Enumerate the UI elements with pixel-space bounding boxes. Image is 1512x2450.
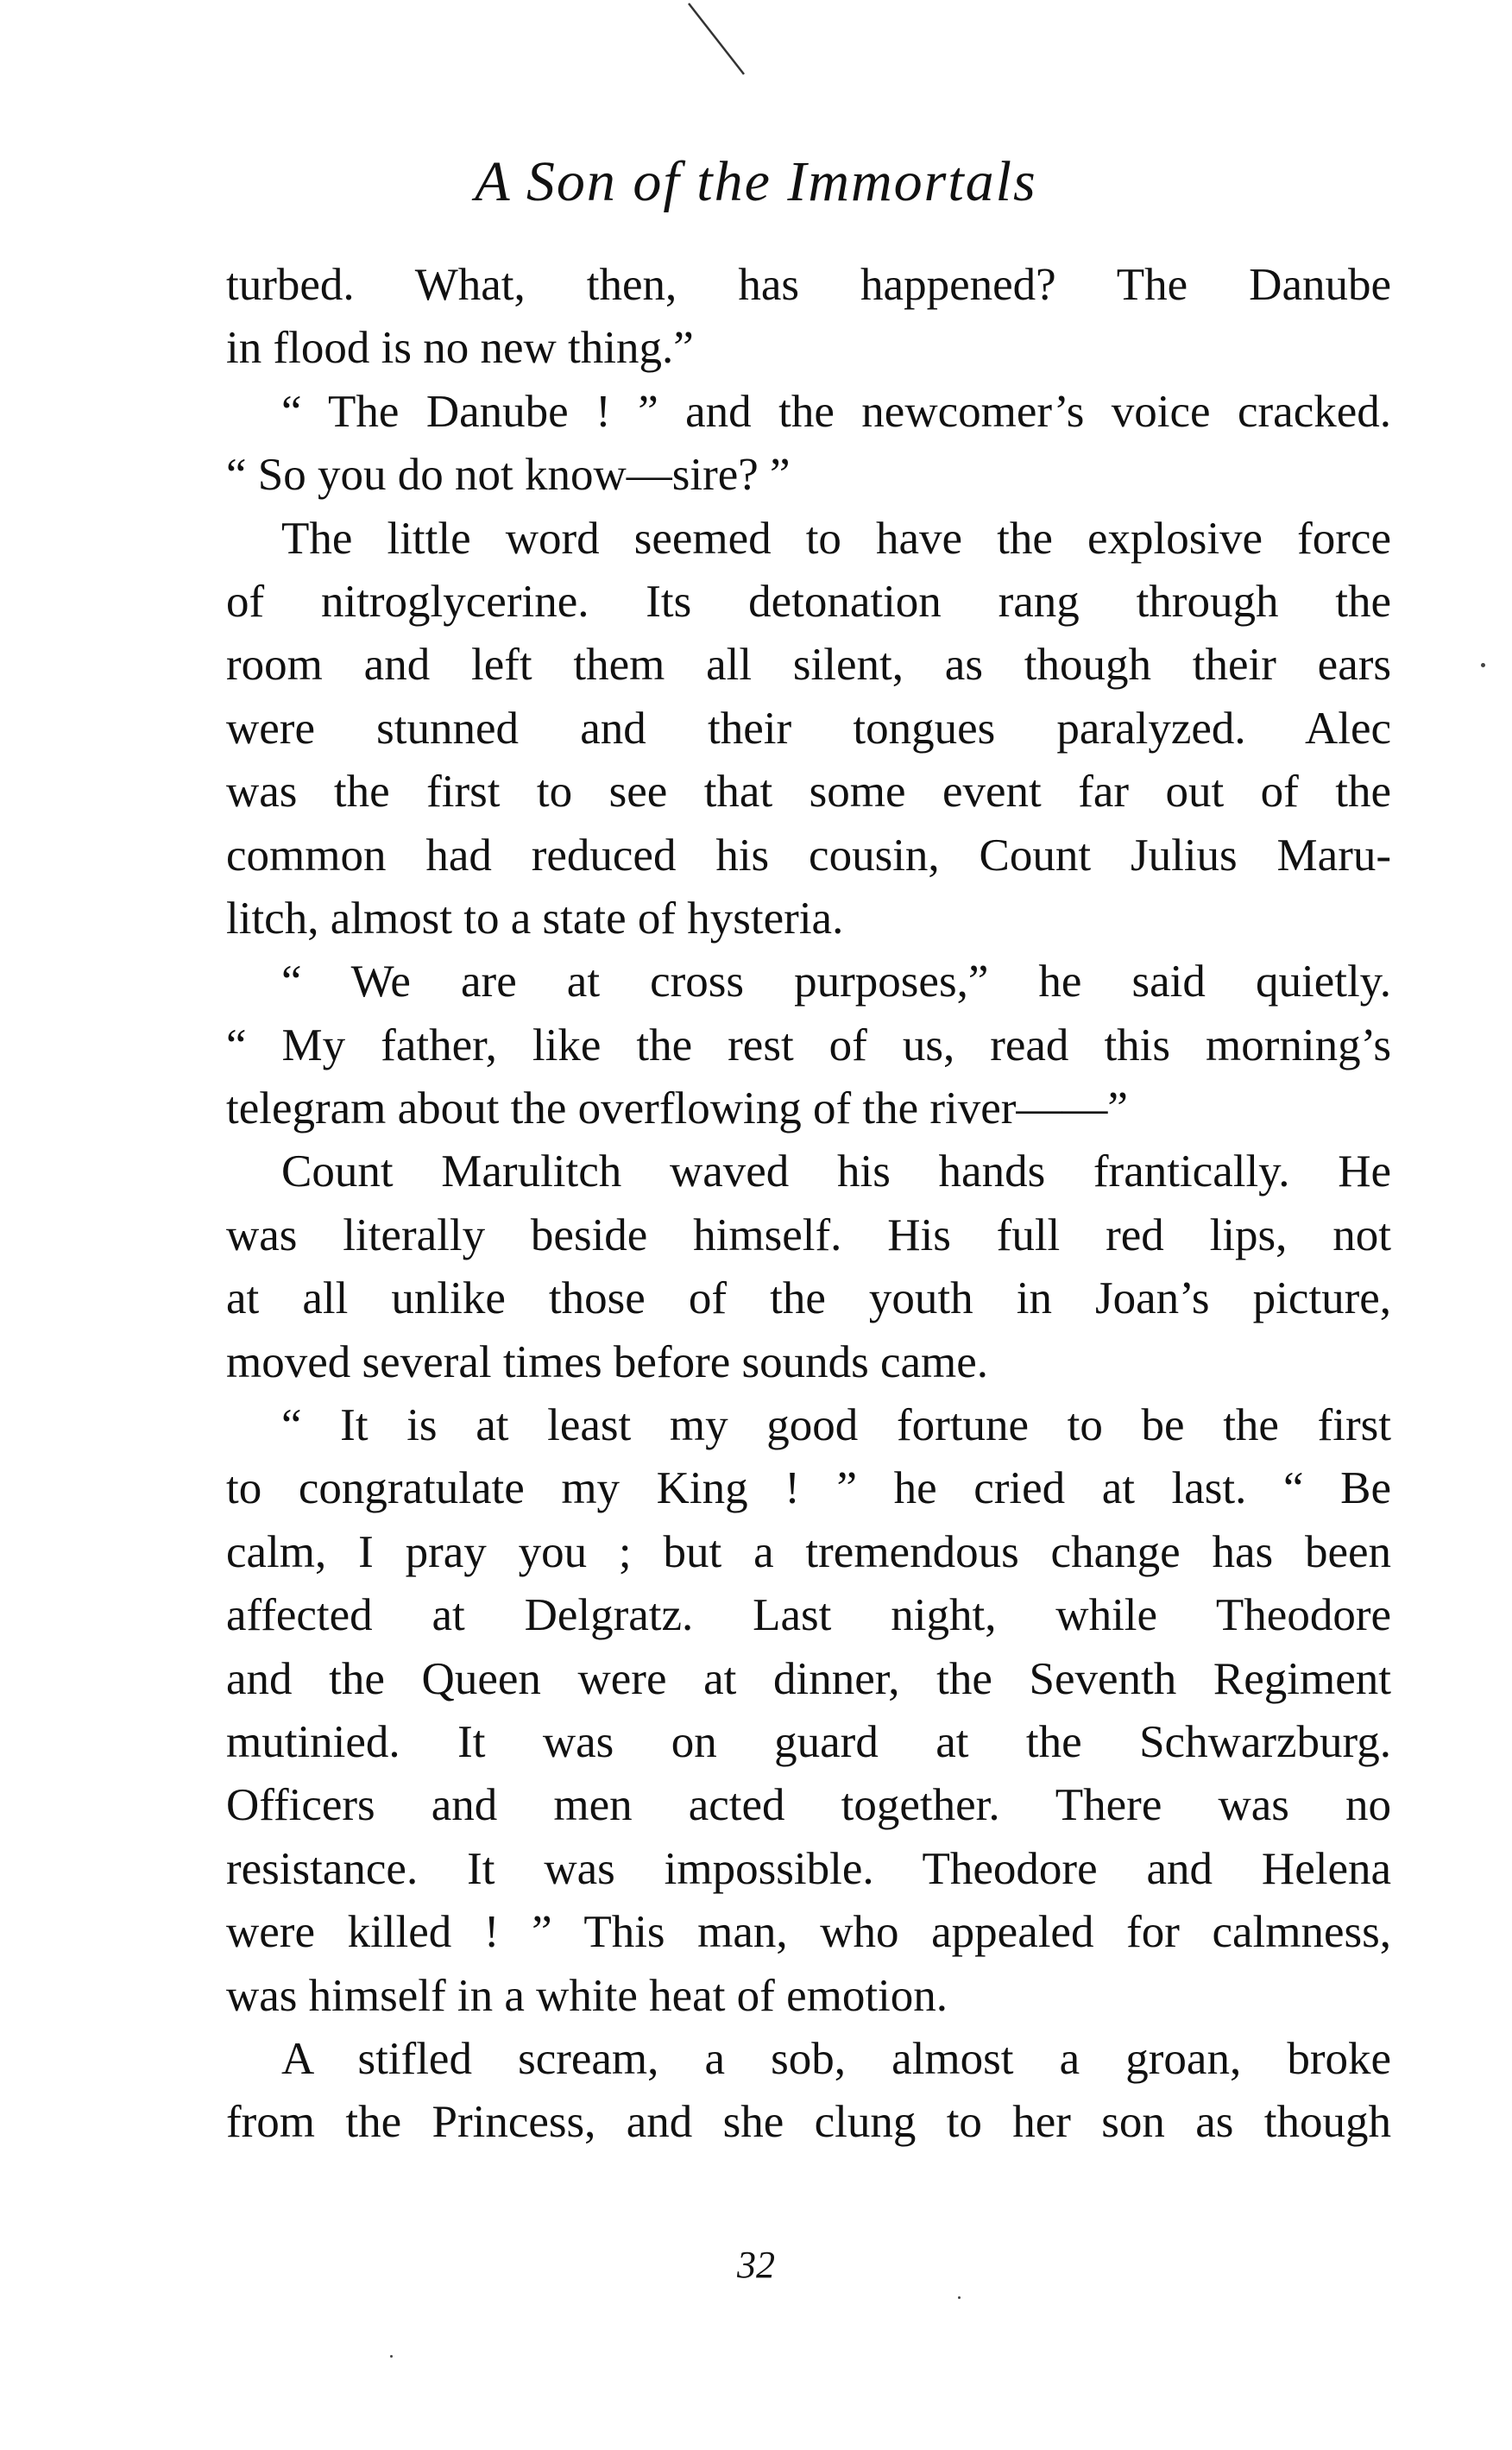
text-line: was literally beside himself. His full red lips, not (226, 1209, 1391, 1260)
text-line: Officers and men acted together. There was no (226, 1780, 1391, 1831)
text-line: calm, I pray you ; but a tremendous change has been (226, 1526, 1391, 1577)
text-line: was the first to see that some event far out of the (226, 767, 1391, 818)
text-line: A stifled scream, a sob, almost a groan, broke (281, 2033, 1391, 2084)
text-line: “ The Danube ! ” and the newcomer’s voice cracked. (281, 386, 1391, 437)
paper-speck (1481, 663, 1485, 667)
text-line: “ My father, like the rest of us, read this morning’s (226, 1020, 1391, 1070)
text-line: were stunned and their tongues paralyzed. Alec (226, 703, 1391, 754)
text-line: of nitroglycerine. Its detonation rang through the (226, 576, 1391, 627)
text-line: at all unlike those of the youth in Joan’s picture, (226, 1273, 1391, 1324)
page-number: 32 (737, 2244, 775, 2286)
text-line: were killed ! ” This man, who appealed for calmness, (226, 1907, 1391, 1958)
text-line: The little word seemed to have the explosive force (281, 513, 1391, 564)
text-line: litch, almost to a state of hysteria. (226, 893, 844, 944)
text-line: moved several times before sounds came. (226, 1336, 989, 1387)
running-head: A Son of the Immortals (475, 150, 1037, 213)
text-line: common had reduced his cousin, Count Julius Maru- (226, 830, 1391, 881)
text-line: to congratulate my King ! ” he cried at last. “ Be (226, 1463, 1391, 1514)
text-line: was himself in a white heat of emotion. (226, 1970, 948, 2021)
body-text (226, 254, 1391, 2155)
text-line: telegram about the overflowing of the river——” (226, 1083, 1128, 1134)
stray-pen-mark (682, 0, 751, 78)
text-line: turbed. What, then, has happened? The Danube (226, 260, 1391, 310)
paper-speck (390, 2355, 393, 2358)
text-line: affected at Delgratz. Last night, while Theodore (226, 1590, 1391, 1641)
paper-speck (958, 2296, 961, 2299)
text-line: “ We are at cross purposes,” he said quietly. (281, 957, 1391, 1007)
text-line: from the Princess, and she clung to her son as though (226, 2097, 1391, 2148)
text-line: “ It is at least my good fortune to be the first (281, 1400, 1391, 1451)
text-line: and the Queen were at dinner, the Seventh Regiment (226, 1653, 1391, 1704)
text-line: Count Marulitch waved his hands frantically. He (281, 1146, 1391, 1197)
text-line: mutinied. It was on guard at the Schwarzburg. (226, 1716, 1391, 1767)
text-line: “ So you do not know—sire? ” (226, 450, 791, 501)
text-line: in flood is no new thing.” (226, 323, 694, 374)
text-line: room and left them all silent, as though their ears (226, 640, 1391, 691)
text-line: resistance. It was impossible. Theodore and Helena (226, 1843, 1391, 1894)
